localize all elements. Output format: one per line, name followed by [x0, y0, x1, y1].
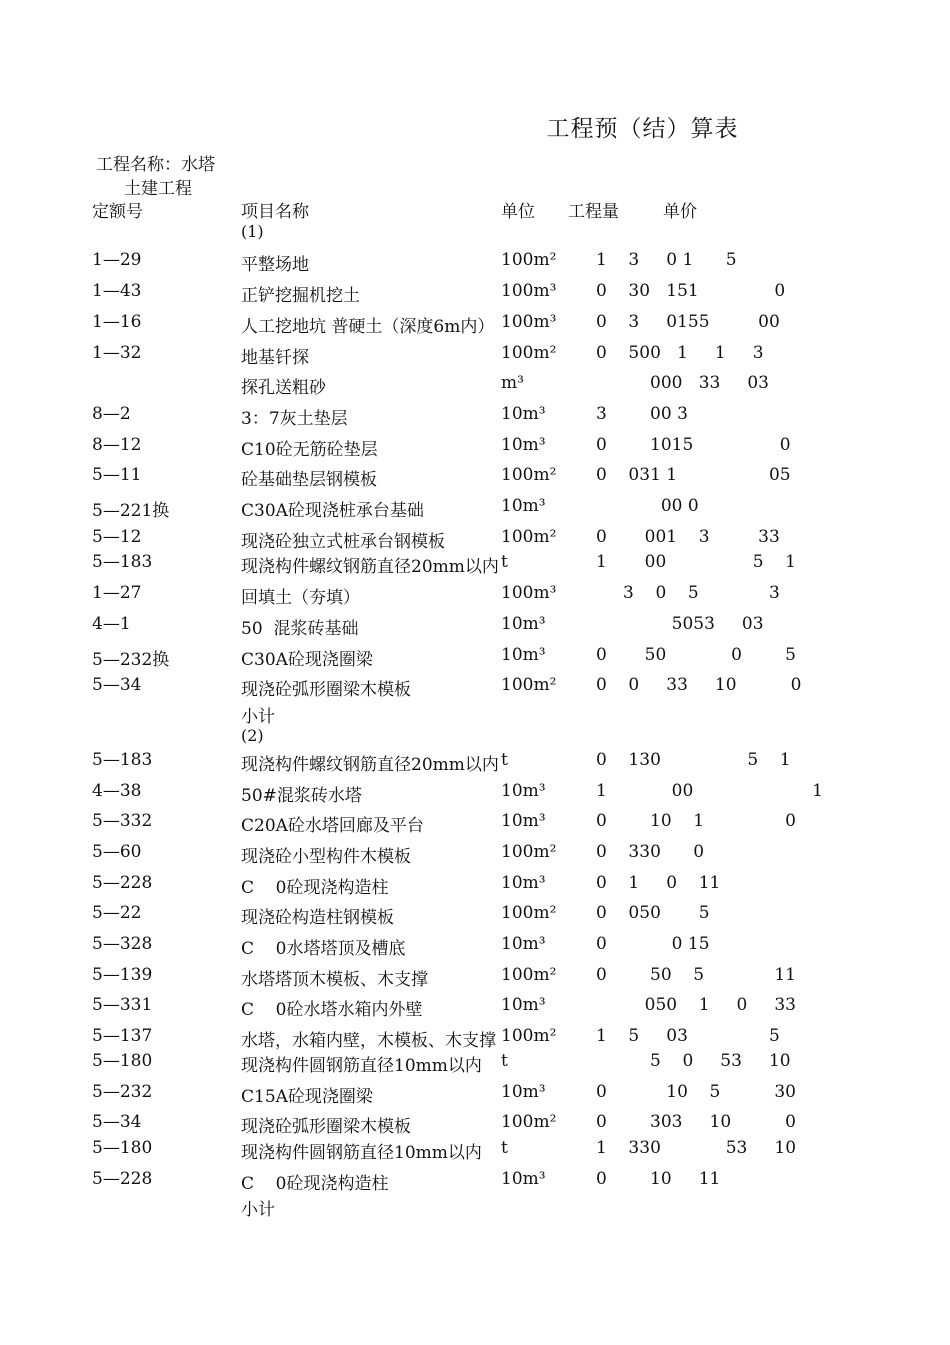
table-row — [0, 373, 950, 397]
row-unit: 100m² — [501, 250, 557, 270]
row-item-name: 平整场地 — [241, 255, 309, 275]
row-code: 1—43 — [92, 281, 142, 301]
row-item-name: C 0砼现浇构造柱 — [241, 1174, 389, 1194]
row-item-name: C20A砼水塔回廊及平台 — [241, 816, 424, 836]
row-unit: t — [501, 1051, 508, 1071]
table-row — [0, 903, 950, 927]
row-code: 5—232 — [92, 1082, 153, 1102]
project-name: 工程名称：水塔 — [96, 155, 215, 175]
row-code: 5—180 — [92, 1138, 153, 1158]
row-unit: 10m³ — [501, 496, 546, 516]
row-code: 5—183 — [92, 552, 153, 572]
subtotal-1: 小计 — [241, 707, 275, 727]
header-name: 项目名称 — [241, 202, 309, 222]
row-code: 1—32 — [92, 343, 142, 363]
table-row — [0, 250, 950, 274]
table-row — [0, 781, 950, 805]
header-unit-price: 单价 — [663, 202, 697, 222]
row-unit: 10m³ — [501, 934, 546, 954]
row-figures: 1 330 53 10 — [596, 1138, 797, 1158]
row-code: 5—11 — [92, 465, 142, 485]
row-figures: 0 303 10 0 — [596, 1112, 796, 1132]
row-unit: t — [501, 552, 508, 572]
row-unit: 100m² — [501, 527, 557, 547]
row-figures: 5 0 53 10 — [596, 1051, 791, 1071]
row-figures: 0 10 1 0 — [596, 811, 796, 831]
row-unit: 10m³ — [501, 1169, 546, 1189]
row-item-name: 正铲挖掘机挖土 — [241, 286, 360, 306]
row-unit: 10m³ — [501, 873, 546, 893]
row-item-name: C 0砼现浇构造柱 — [241, 878, 389, 898]
row-item-name: 现浇构件螺纹钢筋直径20mm以内 — [241, 557, 499, 577]
row-unit: 10m³ — [501, 614, 546, 634]
row-code: 5—228 — [92, 873, 153, 893]
row-item-name: 现浇砼弧形圈梁木模板 — [241, 680, 411, 700]
page-title: 工程预（结）算表 — [546, 116, 739, 142]
row-item-name: 50#混浆砖水塔 — [241, 786, 362, 806]
row-figures: 0 10 11 — [596, 1169, 721, 1189]
table-row — [0, 675, 950, 699]
row-code: 5—180 — [92, 1051, 153, 1071]
row-figures: 0 330 0 — [596, 842, 705, 862]
row-figures: 1 5 03 5 — [596, 1026, 780, 1046]
row-code: 8—12 — [92, 435, 142, 455]
row-figures: 00 0 — [596, 496, 699, 516]
row-item-name: C30A砼现浇圈梁 — [241, 650, 373, 670]
row-unit: 100m² — [501, 842, 557, 862]
table-row — [0, 965, 950, 989]
table-row — [0, 281, 950, 305]
table-row — [0, 583, 950, 607]
table-row — [0, 750, 950, 774]
header-code: 定额号 — [92, 202, 143, 222]
row-code: 5—221换 — [92, 501, 170, 521]
row-item-name: 现浇构件螺纹钢筋直径20mm以内 — [241, 755, 499, 775]
row-code: 5—232换 — [92, 650, 170, 670]
project-subtitle: 土建工程 — [124, 179, 192, 199]
row-code: 5—331 — [92, 995, 153, 1015]
table-row — [0, 552, 950, 576]
row-code: 5—332 — [92, 811, 153, 831]
table-row — [0, 614, 950, 638]
row-item-name: 现浇构件圆钢筋直径10mm以内 — [241, 1143, 482, 1163]
row-code: 5—60 — [92, 842, 142, 862]
table-row — [0, 934, 950, 958]
row-item-name: 现浇砼构造柱钢模板 — [241, 908, 394, 928]
row-item-name: C15A砼现浇圈梁 — [241, 1087, 373, 1107]
row-figures: 1 00 1 — [596, 781, 823, 801]
row-code: 5—137 — [92, 1026, 153, 1046]
row-code: 4—1 — [92, 614, 131, 634]
row-unit: 100m³ — [501, 583, 557, 603]
row-figures: 0 0 15 — [596, 934, 710, 954]
row-unit: 100m³ — [501, 312, 557, 332]
row-figures: 0 50 0 5 — [596, 645, 796, 665]
table-row — [0, 404, 950, 428]
table-row — [0, 343, 950, 367]
header-quantity: 工程量 — [568, 202, 619, 222]
row-unit: 100m³ — [501, 281, 557, 301]
row-unit: 10m³ — [501, 995, 546, 1015]
row-unit: 10m³ — [501, 645, 546, 665]
row-code: 5—34 — [92, 1112, 142, 1132]
row-item-name: C 0水塔塔顶及槽底 — [241, 939, 406, 959]
row-item-name: 水塔塔顶木模板、木支撑 — [241, 970, 428, 990]
row-unit: 10m³ — [501, 1082, 546, 1102]
section-label-2: (2) — [241, 726, 264, 745]
table-row — [0, 995, 950, 1019]
row-figures: 0 050 5 — [596, 903, 710, 923]
row-unit: 10m³ — [501, 435, 546, 455]
row-code: 5—34 — [92, 675, 142, 695]
table-row — [0, 1051, 950, 1075]
row-item-name: 现浇砼独立式桩承台钢模板 — [241, 532, 445, 552]
row-item-name: 3：7灰土垫层 — [241, 409, 348, 429]
table-row — [0, 527, 950, 551]
table-row — [0, 1026, 950, 1050]
row-item-name: 现浇砼弧形圈梁木模板 — [241, 1117, 411, 1137]
row-item-name: 现浇砼小型构件木模板 — [241, 847, 411, 867]
row-figures: 0 3 0155 00 — [596, 312, 780, 332]
row-figures: 0 1 0 11 — [596, 873, 721, 893]
row-figures: 050 1 0 33 — [596, 995, 796, 1015]
section-label-1: (1) — [241, 222, 264, 241]
row-figures: 0 1015 0 — [596, 435, 791, 455]
table-row — [0, 1138, 950, 1162]
row-code: 1—29 — [92, 250, 142, 270]
table-row — [0, 1169, 950, 1193]
row-figures: 0 001 3 33 — [596, 527, 780, 547]
row-item-name: 人工挖地坑 普硬土（深度6m内） — [241, 317, 495, 337]
row-unit: 10m³ — [501, 781, 546, 801]
table-row — [0, 312, 950, 336]
row-figures: 3 00 3 — [596, 404, 688, 424]
table-row — [0, 1082, 950, 1106]
row-item-name: 50 混浆砖基础 — [241, 619, 359, 639]
row-unit: t — [501, 1138, 508, 1158]
row-figures: 0 031 1 05 — [596, 465, 791, 485]
row-item-name: 地基钎探 — [241, 348, 309, 368]
header-unit: 单位 — [501, 202, 535, 222]
row-item-name: 现浇构件圆钢筋直径10mm以内 — [241, 1056, 482, 1076]
row-item-name: 探孔送粗砂 — [241, 378, 326, 398]
row-figures: 5053 03 — [596, 614, 764, 634]
table-row — [0, 645, 950, 669]
row-code: 5—12 — [92, 527, 142, 547]
row-unit: 10m³ — [501, 811, 546, 831]
row-code: 4—38 — [92, 781, 142, 801]
row-code: 8—2 — [92, 404, 131, 424]
row-code: 5—228 — [92, 1169, 153, 1189]
row-item-name: C30A砼现浇桩承台基础 — [241, 501, 424, 521]
row-unit: 100m² — [501, 465, 557, 485]
row-unit: 100m² — [501, 1026, 557, 1046]
table-row — [0, 465, 950, 489]
table-row — [0, 496, 950, 520]
row-figures: 1 3 0 1 5 — [596, 250, 737, 270]
row-unit: 100m² — [501, 1112, 557, 1132]
row-unit: 100m² — [501, 903, 557, 923]
row-code: 1—16 — [92, 312, 142, 332]
row-code: 5—183 — [92, 750, 153, 770]
row-figures: 0 130 5 1 — [596, 750, 791, 770]
row-code: 5—22 — [92, 903, 142, 923]
row-figures: 1 00 5 1 — [596, 552, 796, 572]
table-row — [0, 435, 950, 459]
row-unit: m³ — [501, 373, 524, 393]
row-unit: 100m² — [501, 675, 557, 695]
row-unit: 100m² — [501, 965, 557, 985]
row-figures: 0 10 5 30 — [596, 1082, 796, 1102]
row-item-name: C 0砼水塔水箱内外壁 — [241, 1000, 423, 1020]
table-row — [0, 811, 950, 835]
table-row — [0, 842, 950, 866]
row-figures: 0 50 5 11 — [596, 965, 796, 985]
row-figures: 000 33 03 — [596, 373, 769, 393]
row-item-name: 水塔，水箱内壁，木模板、木支撑 — [241, 1031, 496, 1051]
row-figures: 3 0 5 3 — [596, 583, 780, 603]
row-code: 5—139 — [92, 965, 153, 985]
row-figures: 0 0 33 10 0 — [596, 675, 802, 695]
row-item-name: 回填土（夯填） — [241, 588, 360, 608]
row-code: 5—328 — [92, 934, 153, 954]
row-code: 1—27 — [92, 583, 142, 603]
subtotal-2: 小计 — [241, 1200, 275, 1220]
row-unit: 100m² — [501, 343, 557, 363]
row-figures: 0 30 151 0 — [596, 281, 786, 301]
row-unit: t — [501, 750, 508, 770]
table-row — [0, 873, 950, 897]
row-item-name: 砼基础垫层钢模板 — [241, 470, 377, 490]
table-row — [0, 1112, 950, 1136]
row-figures: 0 500 1 1 3 — [596, 343, 764, 363]
row-item-name: C10砼无筋砼垫层 — [241, 440, 378, 460]
row-unit: 10m³ — [501, 404, 546, 424]
